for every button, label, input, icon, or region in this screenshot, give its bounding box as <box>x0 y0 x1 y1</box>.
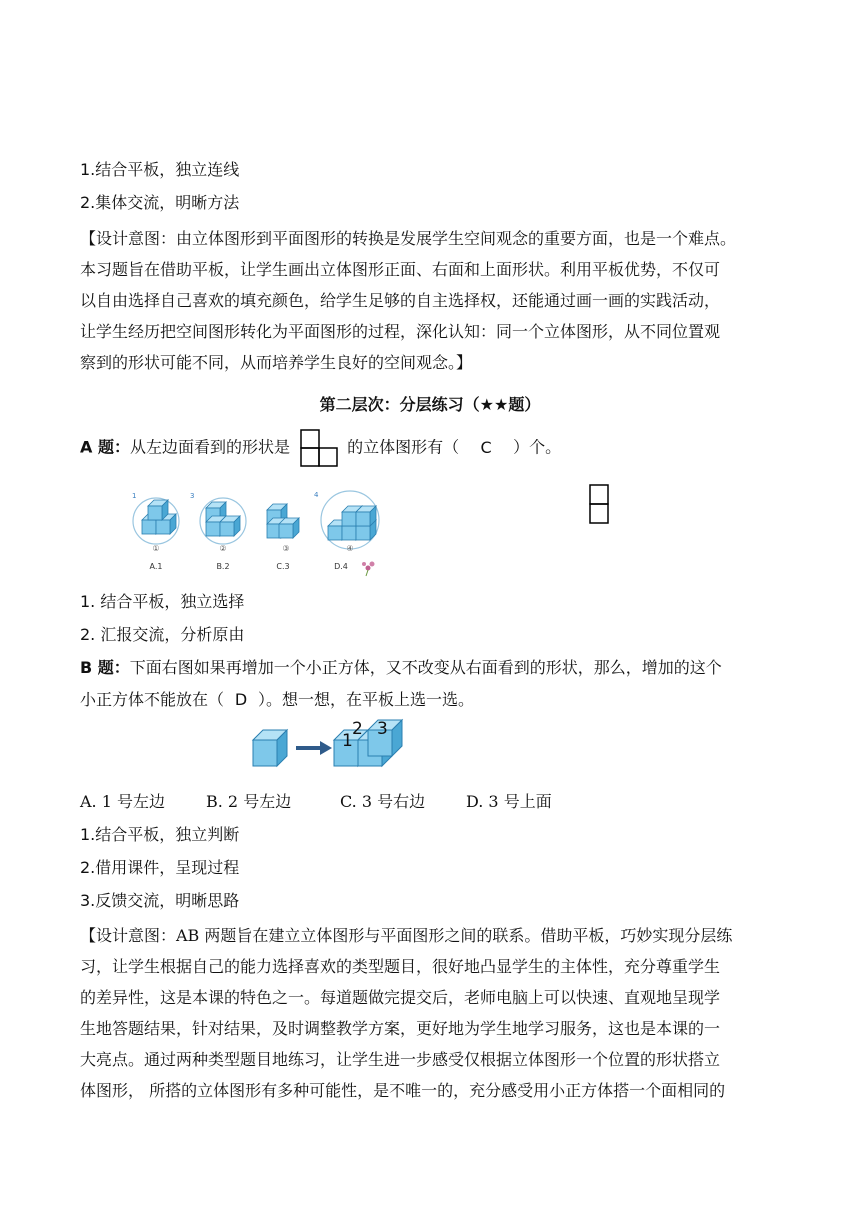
option-item[interactable]: D. 3 号上面 <box>466 792 552 811</box>
question-b-line <box>80 658 722 678</box>
option-label: C.3 <box>276 562 290 571</box>
option-figure <box>190 492 246 571</box>
question-label: B 题： <box>80 658 130 677</box>
circled-number: ① <box>152 544 160 553</box>
step-line: 2.借用课件，呈现过程 <box>80 858 240 877</box>
circled-number: ② <box>219 544 227 553</box>
paragraph-line: 以自由选择自己喜欢的填充颜色，给学生足够的自主选择权，还能通过画一画的实践活动， <box>80 291 721 310</box>
question-text: ）个。 <box>513 437 562 457</box>
question-b-line <box>80 690 474 710</box>
step-line: 2.集体交流，明晰方法 <box>80 193 240 212</box>
option-item[interactable]: B. 2 号左边 <box>206 792 292 811</box>
question-a-options-figure <box>128 488 388 580</box>
option-figure <box>267 504 299 571</box>
single-cube <box>253 730 287 766</box>
paragraph-line: 大亮点。通过两种类型题目地练习，让学生进一步感受仅根据立体图形一个位置的形状搭立 <box>80 1050 721 1069</box>
option-label: D.4 <box>334 562 348 571</box>
question-text: 下面右图如果再增加一个小正方体，又不改变从右面看到的形状，那么，增加的这个 <box>129 658 722 677</box>
option-item[interactable]: A. 1 号左边 <box>80 792 165 811</box>
option-figure <box>314 491 379 576</box>
option-figure <box>132 492 179 571</box>
question-label: A 题： <box>80 437 130 457</box>
two-square-shape-icon <box>589 484 611 526</box>
question-text: 小正方体不能放在（ <box>80 690 225 709</box>
cube-number: 3 <box>377 719 388 739</box>
answer-blank: C <box>480 437 492 457</box>
section-title: 第二层次：分层练习（★★题） <box>319 395 541 414</box>
question-b-options <box>80 792 552 812</box>
question-text: 从左边面看到的形状是 <box>129 437 290 457</box>
question-text: 的立体图形有（ <box>347 437 460 457</box>
step-line: 3.反馈交流，明晰思路 <box>80 891 240 910</box>
paragraph-line: 【设计意图：由立体图形到平面图形的转换是发展学生空间观念的重要方面，也是一个难点。 <box>80 229 737 248</box>
option-number: 3 <box>190 492 195 500</box>
option-item[interactable]: C. 3 号右边 <box>340 792 426 811</box>
answer-blank: D <box>234 690 248 709</box>
design-intent-paragraph <box>80 920 780 1106</box>
option-number: 1 <box>132 492 137 500</box>
paragraph-line: 生地答题结果，针对结果，及时调整教学方案，更好地为学生地学习服务，这也是本课的一 <box>80 1019 721 1038</box>
question-b-figure <box>250 716 410 770</box>
circled-number: ③ <box>282 544 290 553</box>
paragraph-line: 【设计意图：AB 两题旨在建立立体图形与平面图形之间的联系。借助平板，巧妙实现分层练 <box>80 926 733 945</box>
question-text: ）。想一想，在平板上选一选。 <box>258 690 475 709</box>
paragraph-line: 察到的形状可能不同，从而培养学生良好的空间观念。】 <box>80 353 473 372</box>
paragraph-line: 本习题旨在借助平板，让学生画出立体图形正面、右面和上面形状。利用平板优势，不仅可 <box>80 260 721 279</box>
question-a-line <box>80 428 561 468</box>
paragraph-line: 体图形， 所搭的立体图形有多种可能性，是不唯一的，充分感受用小正方体搭一个面相同的 <box>80 1081 726 1100</box>
option-label: B.2 <box>216 562 230 571</box>
step-line: 1.结合平板，独立判断 <box>80 825 240 844</box>
arrow-icon <box>296 741 332 755</box>
step-line: 1.结合平板，独立连线 <box>80 160 240 179</box>
paragraph-line: 的差异性，这是本课的特色之一。每道题做完提交后，老师电脑上可以快速、直观地呈现学 <box>80 988 721 1007</box>
option-label: A.1 <box>149 562 163 571</box>
step-line: 1. 结合平板，独立选择 <box>80 592 245 611</box>
paragraph-line: 让学生经历把空间图形转化为平面图形的过程，深化认知：同一个立体图形，从不同位置观 <box>80 322 721 341</box>
cube-number: 1 <box>342 731 353 751</box>
circled-number: ④ <box>346 544 354 553</box>
cube-number: 2 <box>352 719 363 739</box>
left-view-shape-icon <box>299 428 343 468</box>
option-number: 4 <box>314 491 319 499</box>
design-intent-paragraph <box>80 223 780 378</box>
paragraph-line: 习，让学生根据自己的能力选择喜欢的类型题目，很好地凸显学生的主体性，充分尊重学生 <box>80 957 721 976</box>
step-line: 2. 汇报交流，分析原由 <box>80 625 245 644</box>
flower-icon <box>362 562 375 577</box>
